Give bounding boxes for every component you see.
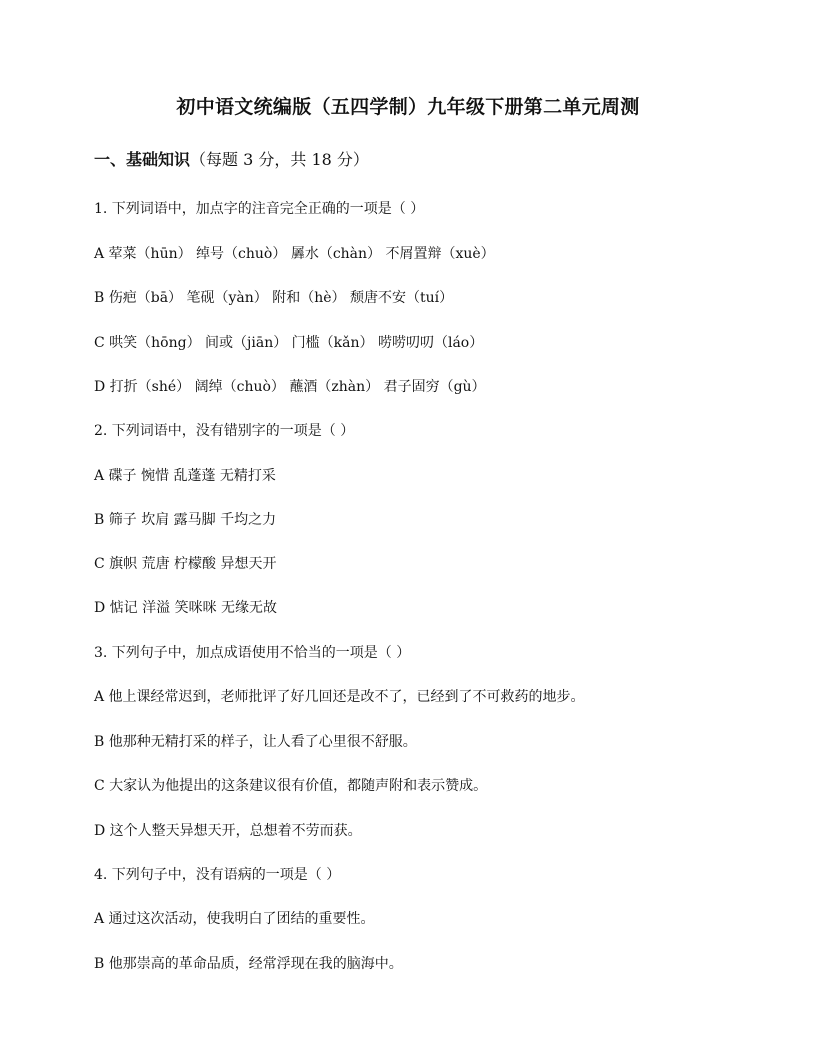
question-2-option-d: D 惦记 洋溢 笑咪咪 无缘无故 — [94, 600, 278, 616]
page-title: 初中语文统编版（五四学制）九年级下册第二单元周测 — [176, 96, 640, 118]
question-1-option-b: B 伤疤（bā） 笔砚（yàn） 附和（hè） 颓唐不安（tuí） — [94, 290, 454, 306]
question-2: 2. 下列词语中，没有错别字的一项是（ ） — [94, 423, 355, 439]
question-4: 4. 下列句子中，没有语病的一项是（ ） — [94, 867, 341, 883]
section-heading-note: （每题 3 分，共 18 分） — [190, 150, 369, 169]
question-3: 3. 下列句子中，加点成语使用不恰当的一项是（ ） — [94, 645, 411, 661]
question-1-option-a: A 荤菜（hūn） 绰号（chuò） 羼水（chàn） 不屑置辩（xuè） — [94, 246, 495, 262]
question-1-option-c: C 哄笑（hōng） 间或（jiān） 门槛（kǎn） 唠唠叨叨（láo） — [94, 335, 484, 351]
question-1-option-d: D 打折（shé） 阔绰（chuò） 蘸酒（zhàn） 君子固穷（gù） — [94, 379, 486, 395]
section-heading — [94, 148, 369, 172]
question-2-option-c: C 旗帜 荒唐 柠檬酸 异想天开 — [94, 556, 277, 572]
question-2-option-a: A 碟子 惋惜 乱蓬蓬 无精打采 — [94, 468, 276, 484]
question-3-option-b: B 他那种无精打采的样子，让人看了心里很不舒服。 — [94, 734, 417, 750]
question-2-option-b: B 筛子 坎肩 露马脚 千均之力 — [94, 512, 277, 528]
question-3-option-c: C 大家认为他提出的这条建议很有价值，都随声附和表示赞成。 — [94, 778, 488, 794]
question-4-option-a: A 通过这次活动，使我明白了团结的重要性。 — [94, 911, 375, 927]
question-3-option-a: A 他上课经常迟到，老师批评了好几回还是改不了，已经到了不可救药的地步。 — [94, 689, 585, 705]
question-1: 1. 下列词语中，加点字的注音完全正确的一项是（ ） — [94, 201, 425, 217]
question-3-option-d: D 这个人整天异想天开，总想着不劳而获。 — [94, 823, 362, 839]
question-4-option-b: B 他那崇高的革命品质，经常浮现在我的脑海中。 — [94, 956, 403, 972]
section-heading-label: 一、基础知识 — [94, 150, 191, 169]
